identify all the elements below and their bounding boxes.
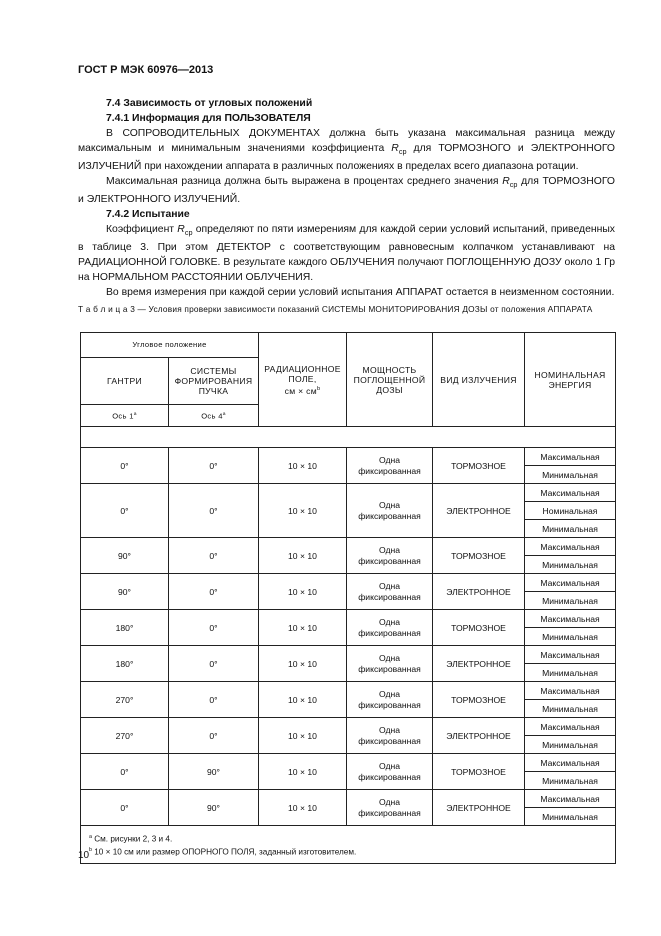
cell-nominal-energy: Максимальная [525,448,616,466]
header-axis-4: Ось 4$^a$ [169,405,259,427]
cell-beam-system: 90° [169,790,259,826]
cell-dose-rate: Одна фиксированная [347,682,433,718]
cell-gantry: 270° [81,718,169,754]
cell-nominal-energy: Максимальная [525,790,616,808]
table-row [81,484,616,502]
section-heading: 7.4 Зависимость от угловых положений [106,98,313,109]
cell-gantry: 270° [81,682,169,718]
cell-dose-rate: Одна фиксированная [347,646,433,682]
cell-radiation-type: ЭЛЕКТРОННОЕ [433,646,525,682]
cell-gantry: 0° [81,790,169,826]
cell-radiation-field: 10 × 10 [259,448,347,484]
table-row [81,790,616,808]
table-spacer-row [81,427,616,448]
cell-beam-system: 0° [169,682,259,718]
cell-nominal-energy: Минимальная [525,592,616,610]
cell-radiation-field: 10 × 10 [259,646,347,682]
cell-dose-rate: Одна фиксированная [347,610,433,646]
cell-dose-rate: Одна фиксированная [347,718,433,754]
cell-beam-system: 0° [169,448,259,484]
cell-dose-rate: Одна фиксированная [347,574,433,610]
cell-nominal-energy: Минимальная [525,772,616,790]
table-row [81,574,616,592]
cell-gantry: 0° [81,484,169,538]
cell-radiation-field: 10 × 10 [259,484,347,538]
cell-radiation-type: ТОРМОЗНОЕ [433,448,525,484]
paragraph-4: Во время измерения при каждой серии условий испытания АППАРАТ остается в неизменном состоянии. [106,287,615,299]
cell-radiation-type: ЭЛЕКТРОННОЕ [433,790,525,826]
paragraph-1: В СОПРОВОДИТЕЛЬНЫХ ДОКУМЕНТАХ должна быть указана максимальная разница между максимальным и минимальным значениями коэффициента $R_{ср}$ для ТОРМОЗНОГО и ЭЛЕКТРОННОГО ИЗЛУЧЕНИЙ при нахождении аппарата в различных положениях в пределах всего диапазона ротации. [78,128,615,173]
cell-radiation-type: ТОРМОЗНОЕ [433,754,525,790]
header-angular-position: Угловое положение [81,333,259,358]
cell-radiation-type: ТОРМОЗНОЕ [433,610,525,646]
cell-radiation-field: 10 × 10 [259,718,347,754]
header-beam-system: СИСТЕМЫ ФОРМИРОВАНИЯ ПУЧКА [169,358,259,405]
cell-beam-system: 90° [169,754,259,790]
cell-beam-system: 0° [169,646,259,682]
cell-nominal-energy: Максимальная [525,484,616,502]
cell-beam-system: 0° [169,538,259,574]
table-row [81,682,616,700]
cell-gantry: 90° [81,538,169,574]
table-row [81,538,616,556]
cell-beam-system: 0° [169,574,259,610]
cell-radiation-field: 10 × 10 [259,538,347,574]
body-text [78,92,615,300]
header-nominal-energy: НОМИНАЛЬНАЯ ЭНЕРГИЯ [525,333,616,427]
document-header: ГОСТ Р МЭК 60976—2013 [78,64,214,76]
cell-nominal-energy: Минимальная [525,664,616,682]
cell-radiation-type: ТОРМОЗНОЕ [433,538,525,574]
cell-nominal-energy: Максимальная [525,538,616,556]
cell-gantry: 90° [81,574,169,610]
cell-dose-rate: Одна фиксированная [347,538,433,574]
table-row [81,646,616,664]
table-caption: Т а б л и ц а 3 — Условия проверки зависимости показаний СИСТЕМЫ МОНИТОРИРОВАНИЯ ДОЗЫ от положения АППАРАТА [78,304,593,314]
footnote-b: $^b$ 10 × 10 см или размер ОПОРНОГО ПОЛЯ, заданный изготовителем. [89,846,357,857]
page-number: 10 [78,850,90,861]
cell-nominal-energy: Минимальная [525,520,616,538]
table-row [81,448,616,466]
subsection-heading-7-4-2: 7.4.2 Испытание [106,209,190,221]
cell-radiation-field: 10 × 10 [259,682,347,718]
cell-nominal-energy: Максимальная [525,646,616,664]
footnotes-cell [81,826,616,864]
table-row [81,754,616,772]
cell-radiation-field: 10 × 10 [259,610,347,646]
cell-radiation-field: 10 × 10 [259,754,347,790]
table-footnotes [81,826,616,864]
cell-nominal-energy: Минимальная [525,556,616,574]
cell-beam-system: 0° [169,610,259,646]
cell-radiation-field: 10 × 10 [259,790,347,826]
cell-nominal-energy: Минимальная [525,808,616,826]
header-gantry: ГАНТРИ [81,358,169,405]
header-radiation-field: РАДИАЦИОННОЕ ПОЛЕ, см × $см^b$ [259,333,347,427]
cell-radiation-type: ТОРМОЗНОЕ [433,682,525,718]
paragraph-2: Максимальная разница должна быть выражена в процентах среднего значения $R_{ср}$ для ТОРМОЗНОГО и ЭЛЕКТРОННОГО ИЗЛУЧЕНИЙ. [78,176,615,206]
cell-nominal-energy: Минимальная [525,736,616,754]
conditions-table [80,332,616,864]
cell-dose-rate: Одна фиксированная [347,448,433,484]
cell-dose-rate: Одна фиксированная [347,790,433,826]
cell-nominal-energy: Максимальная [525,682,616,700]
table-row [81,718,616,736]
paragraph-3: Коэффициент $R_{ср}$ определяют по пяти измерениям для каждой серии условий испытаний, приведенных в таблице 3. При этом ДЕТЕКТОР с соответствующим равновесным колпачком устанавливают на РАДИАЦИОННОЙ ГОЛОВКЕ. В результате каждого ОБЛУЧЕНИЯ получают ПОГЛОЩЕННУЮ ДОЗУ около 1 Гр на НОРМАЛЬНОМ РАССТОЯНИИ ОБЛУЧЕНИЯ. [78,224,615,284]
header-dose-rate: МОЩНОСТЬ ПОГЛОЩЕННОЙ ДОЗЫ [347,333,433,427]
cell-beam-system: 0° [169,718,259,754]
cell-gantry: 0° [81,448,169,484]
cell-nominal-energy: Максимальная [525,574,616,592]
cell-radiation-type: ЭЛЕКТРОННОЕ [433,484,525,538]
table-spacer-cell [81,427,616,448]
table-body [81,427,616,826]
cell-nominal-energy: Минимальная [525,628,616,646]
header-radiation-type: ВИД ИЗЛУЧЕНИЯ [433,333,525,427]
cell-beam-system: 0° [169,484,259,538]
cell-dose-rate: Одна фиксированная [347,484,433,538]
table-row [81,610,616,628]
subsection-heading-7-4-1: 7.4.1 Информация для ПОЛЬЗОВАТЕЛЯ [106,113,311,124]
cell-nominal-energy: Минимальная [525,700,616,718]
cell-nominal-energy: Максимальная [525,610,616,628]
cell-gantry: 180° [81,646,169,682]
cell-nominal-energy: Максимальная [525,754,616,772]
cell-nominal-energy: Минимальная [525,466,616,484]
header-axis-1: Ось 1$^a$ [81,405,169,427]
cell-nominal-energy: Максимальная [525,718,616,736]
cell-gantry: 180° [81,610,169,646]
cell-dose-rate: Одна фиксированная [347,754,433,790]
footnote-a: $^a$ См. рисунки 2, 3 и 4. [89,834,173,844]
cell-radiation-field: 10 × 10 [259,574,347,610]
cell-nominal-energy: Номинальная [525,502,616,520]
cell-radiation-type: ЭЛЕКТРОННОЕ [433,574,525,610]
cell-radiation-type: ЭЛЕКТРОННОЕ [433,718,525,754]
cell-gantry: 0° [81,754,169,790]
